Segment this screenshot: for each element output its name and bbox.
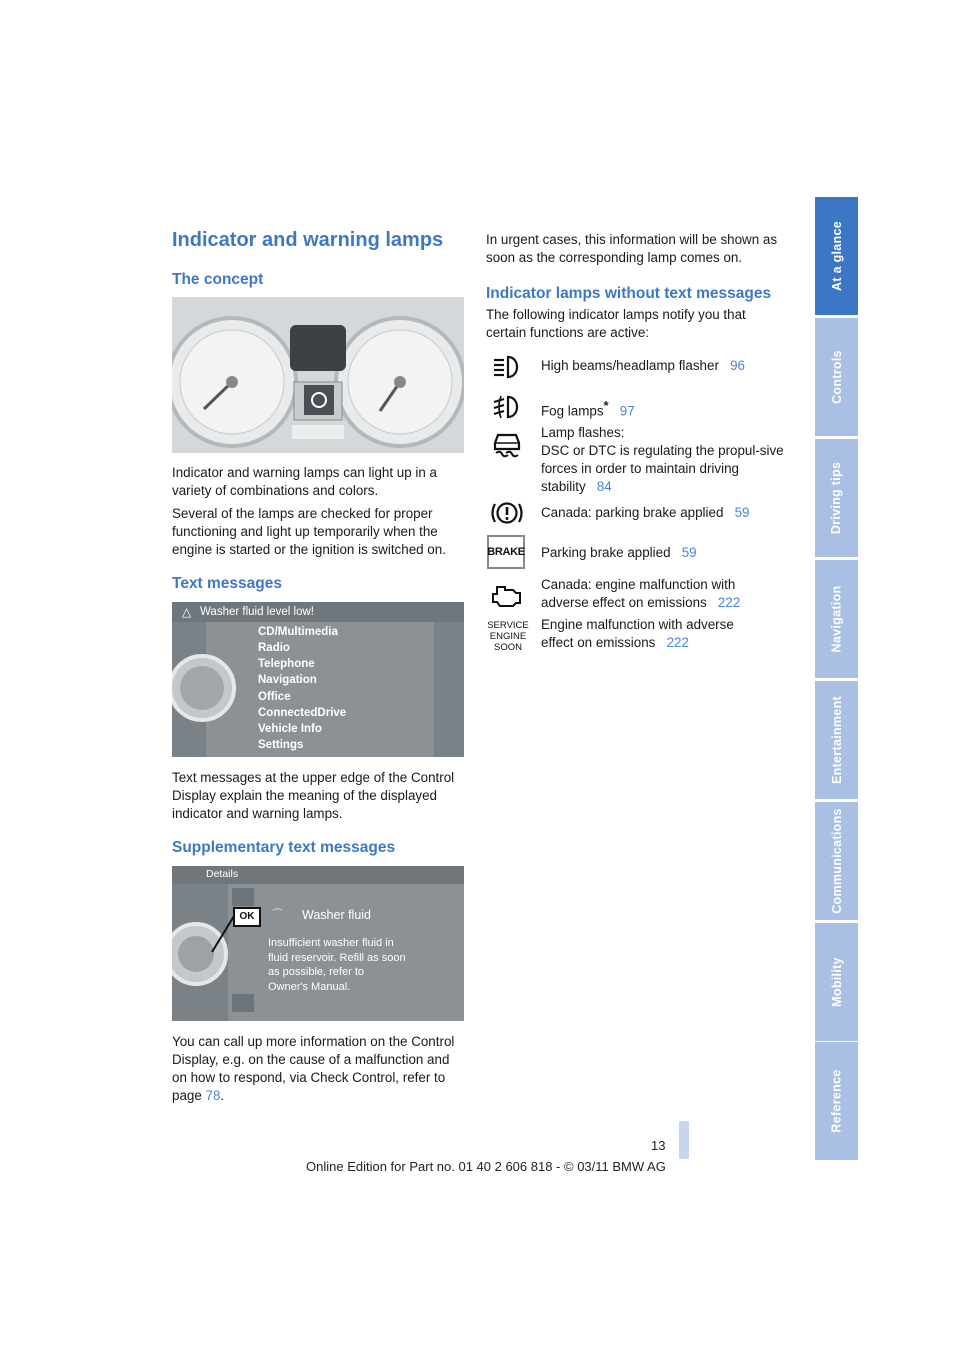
page-link-84[interactable]: 84 xyxy=(596,479,612,494)
page-link-59[interactable]: 59 xyxy=(681,545,697,560)
details-heading: Washer fluid xyxy=(302,908,372,922)
menu-item-connecteddrive[interactable]: ConnectedDrive xyxy=(258,707,347,719)
page-link-97[interactable]: 97 xyxy=(619,403,635,419)
menu-item-telephone[interactable]: Telephone xyxy=(258,658,315,670)
text-messages-heading: Text messages xyxy=(172,575,282,592)
urgent-paragraph: In urgent cases, this information will be shown as soon as the corresponding lamp comes on. xyxy=(486,232,778,265)
page-link-78[interactable]: 78 xyxy=(205,1088,221,1103)
menu-item-office[interactable]: Office xyxy=(258,691,291,703)
service-engine-soon-icon: SERVICE ENGINE SOON xyxy=(487,619,529,653)
instrument-cluster-image xyxy=(172,297,464,453)
details-body: Insufficient washer fluid in fluid reservoir. Refill as soon as possible, refer to Owner's Manual. xyxy=(268,937,406,993)
brake-icon: BRAKE xyxy=(487,535,525,569)
menu-item-vehicle-info[interactable]: Vehicle Info xyxy=(258,723,322,735)
menu-item-navigation[interactable]: Navigation xyxy=(258,674,317,686)
engine-icon xyxy=(486,578,528,614)
menu-item-radio[interactable]: Radio xyxy=(258,642,290,654)
warning-triangle-icon: △ xyxy=(182,605,192,619)
details-title: Details xyxy=(206,868,239,880)
page-link-222-canada[interactable]: 222 xyxy=(717,595,741,610)
menu-item-settings[interactable]: Settings xyxy=(258,739,304,751)
page-link-59-canada[interactable]: 59 xyxy=(734,505,750,520)
menu-title: Washer fluid level low! xyxy=(200,606,314,618)
text-messages-paragraph: Text messages at the upper edge of the Control Display explain the meaning of the displayed indicator and warning lamps. xyxy=(172,770,455,821)
edition-footer: Online Edition for Part no. 01 40 2 606 818 - © 03/11 BMW AG xyxy=(306,1159,666,1174)
menu-item-cd-multimedia[interactable]: CD/Multimedia xyxy=(258,626,338,638)
tab-at-a-glance[interactable]: At a glance xyxy=(815,197,858,315)
tab-navigation[interactable]: Navigation xyxy=(815,560,858,678)
chapter-sidebar xyxy=(815,197,858,1160)
fog-lamp-icon xyxy=(486,389,528,425)
tab-driving-tips[interactable]: Driving tips xyxy=(815,439,858,557)
washer-fluid-icon: ⌒ xyxy=(272,909,283,921)
details-ok-button[interactable]: OK xyxy=(233,907,261,927)
page-link-96[interactable]: 96 xyxy=(730,358,745,373)
indicator-heading: Indicator lamps without text messages xyxy=(486,285,772,302)
control-display-menu-image xyxy=(172,602,464,757)
tab-entertainment[interactable]: Entertainment xyxy=(815,681,858,799)
indicator-intro: The following indicator lamps notify you that certain functions are active: xyxy=(486,307,746,340)
supplementary-heading: Supplementary text messages xyxy=(172,839,396,856)
tab-communications[interactable]: Communications xyxy=(815,802,858,920)
footer-accent-bar xyxy=(679,1121,689,1159)
tab-mobility[interactable]: Mobility xyxy=(815,923,858,1041)
tab-reference[interactable]: Reference xyxy=(815,1042,858,1160)
page-title: Indicator and warning lamps xyxy=(172,229,444,251)
concept-paragraph-1: Indicator and warning lamps can light up in a variety of combinations and colors. xyxy=(172,465,437,498)
high-beam-icon xyxy=(486,349,528,385)
concept-heading: The concept xyxy=(172,271,264,288)
page-link-222[interactable]: 222 xyxy=(666,635,689,650)
parking-brake-canada-icon xyxy=(486,495,528,531)
concept-paragraph-2: Several of the lamps are checked for proper functioning and light up temporarily when the engine is started or the ignition is switched on. xyxy=(172,506,446,557)
tab-controls[interactable]: Controls xyxy=(815,318,858,436)
supplementary-paragraph: You can call up more information on the Control Display, e.g. on the cause of a malfunction and on how to respond, via Check Control, refer to page 78. xyxy=(172,1034,455,1103)
dsc-icon xyxy=(486,428,528,464)
page-number: 13 xyxy=(651,1138,666,1153)
check-control-details-image xyxy=(172,866,464,1021)
